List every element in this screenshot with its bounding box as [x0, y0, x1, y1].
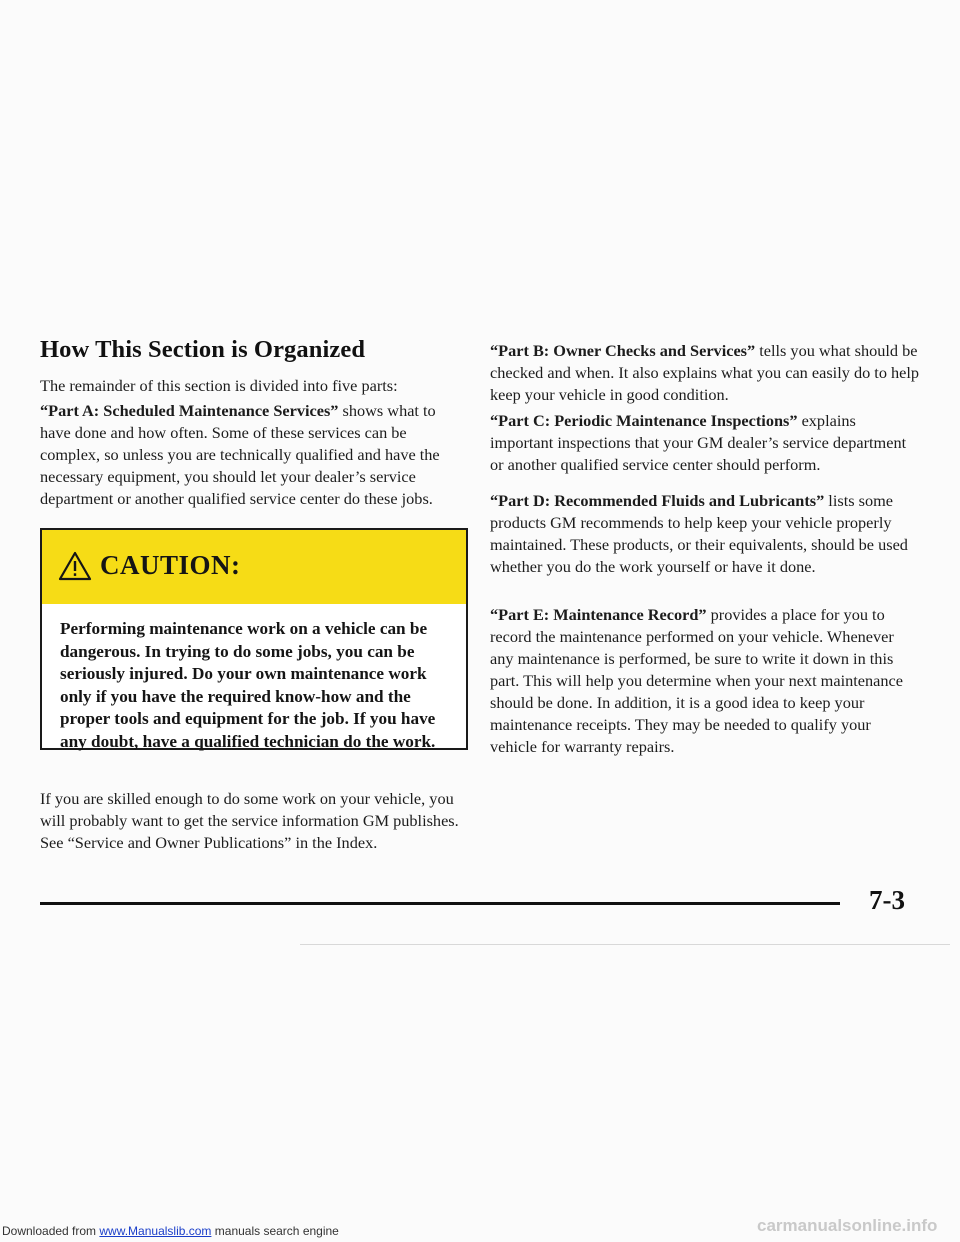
part-a-title: “Part A: Scheduled Maintenance Services”	[40, 401, 339, 420]
part-c-title: “Part C: Periodic Maintenance Inspections”	[490, 411, 798, 430]
intro-paragraph: The remainder of this section is divided into five parts:	[40, 376, 398, 395]
part-a-paragraph	[40, 400, 470, 510]
footer-suffix: manuals search engine	[211, 1224, 339, 1238]
manualslib-link[interactable]: www.Manualslib.com	[99, 1224, 212, 1238]
part-c-text: explains important inspections that your GM dealer’s service department or another qualified service center should perform.	[490, 411, 907, 474]
part-e-paragraph	[490, 604, 920, 758]
scan-line	[300, 944, 950, 945]
part-b-text: tells you what should be checked and when. It also explains what you can easily do to help keep your vehicle in good condition.	[490, 341, 920, 404]
page-divider	[40, 902, 840, 905]
footer-prefix: Downloaded from	[2, 1224, 100, 1238]
part-e-title: “Part E: Maintenance Record”	[490, 605, 707, 624]
part-c-paragraph	[490, 410, 920, 476]
page-number: 7-3	[869, 885, 905, 915]
part-d-paragraph	[490, 490, 920, 578]
part-d-text: lists some products GM recommends to help keep your vehicle properly maintained. These products, or their equivalents, should be used whether you do the work yourself or have it done.	[490, 491, 908, 576]
part-b-title: “Part B: Owner Checks and Services”	[490, 341, 756, 360]
part-e-text: provides a place for you to record the maintenance performed on your vehicle. Whenever any maintenance is performed, be sure to write it down in this part. This will help you determine when your next maintenance should be done. In addition, it is a good idea to keep your maintenance receipts. They may be needed to qualify your vehicle for warranty repairs.	[490, 605, 903, 756]
skilled-paragraph: If you are skilled enough to do some work on your vehicle, you will probably want to get the service information GM publishes. See “Service and Owner Publications” in the Index.	[40, 789, 459, 852]
caution-box	[40, 528, 468, 750]
caution-title: CAUTION:	[100, 550, 241, 580]
download-footer	[2, 1224, 339, 1238]
section-title: How This Section is Organized	[40, 336, 366, 363]
part-b-paragraph	[490, 340, 920, 406]
caution-header	[42, 530, 466, 604]
warning-triangle-icon	[58, 551, 92, 581]
part-a-text: shows what to have done and how often. Some of these services can be complex, so unless you are technically qualified and have the necessary equipment, you should let your dealer’s service department or another qualified service center do these jobs.	[40, 401, 440, 508]
watermark: carmanualsonline.info	[757, 1216, 938, 1235]
part-d-title: “Part D: Recommended Fluids and Lubricants”	[490, 491, 825, 510]
caution-text: Performing maintenance work on a vehicle can be dangerous. In trying to do some jobs, you can be seriously injured. Do your own maintenance work only if you have the required know-how and the proper tools and equipment for the job. If you have any doubt, have a qualified technician do the work.	[60, 619, 436, 751]
